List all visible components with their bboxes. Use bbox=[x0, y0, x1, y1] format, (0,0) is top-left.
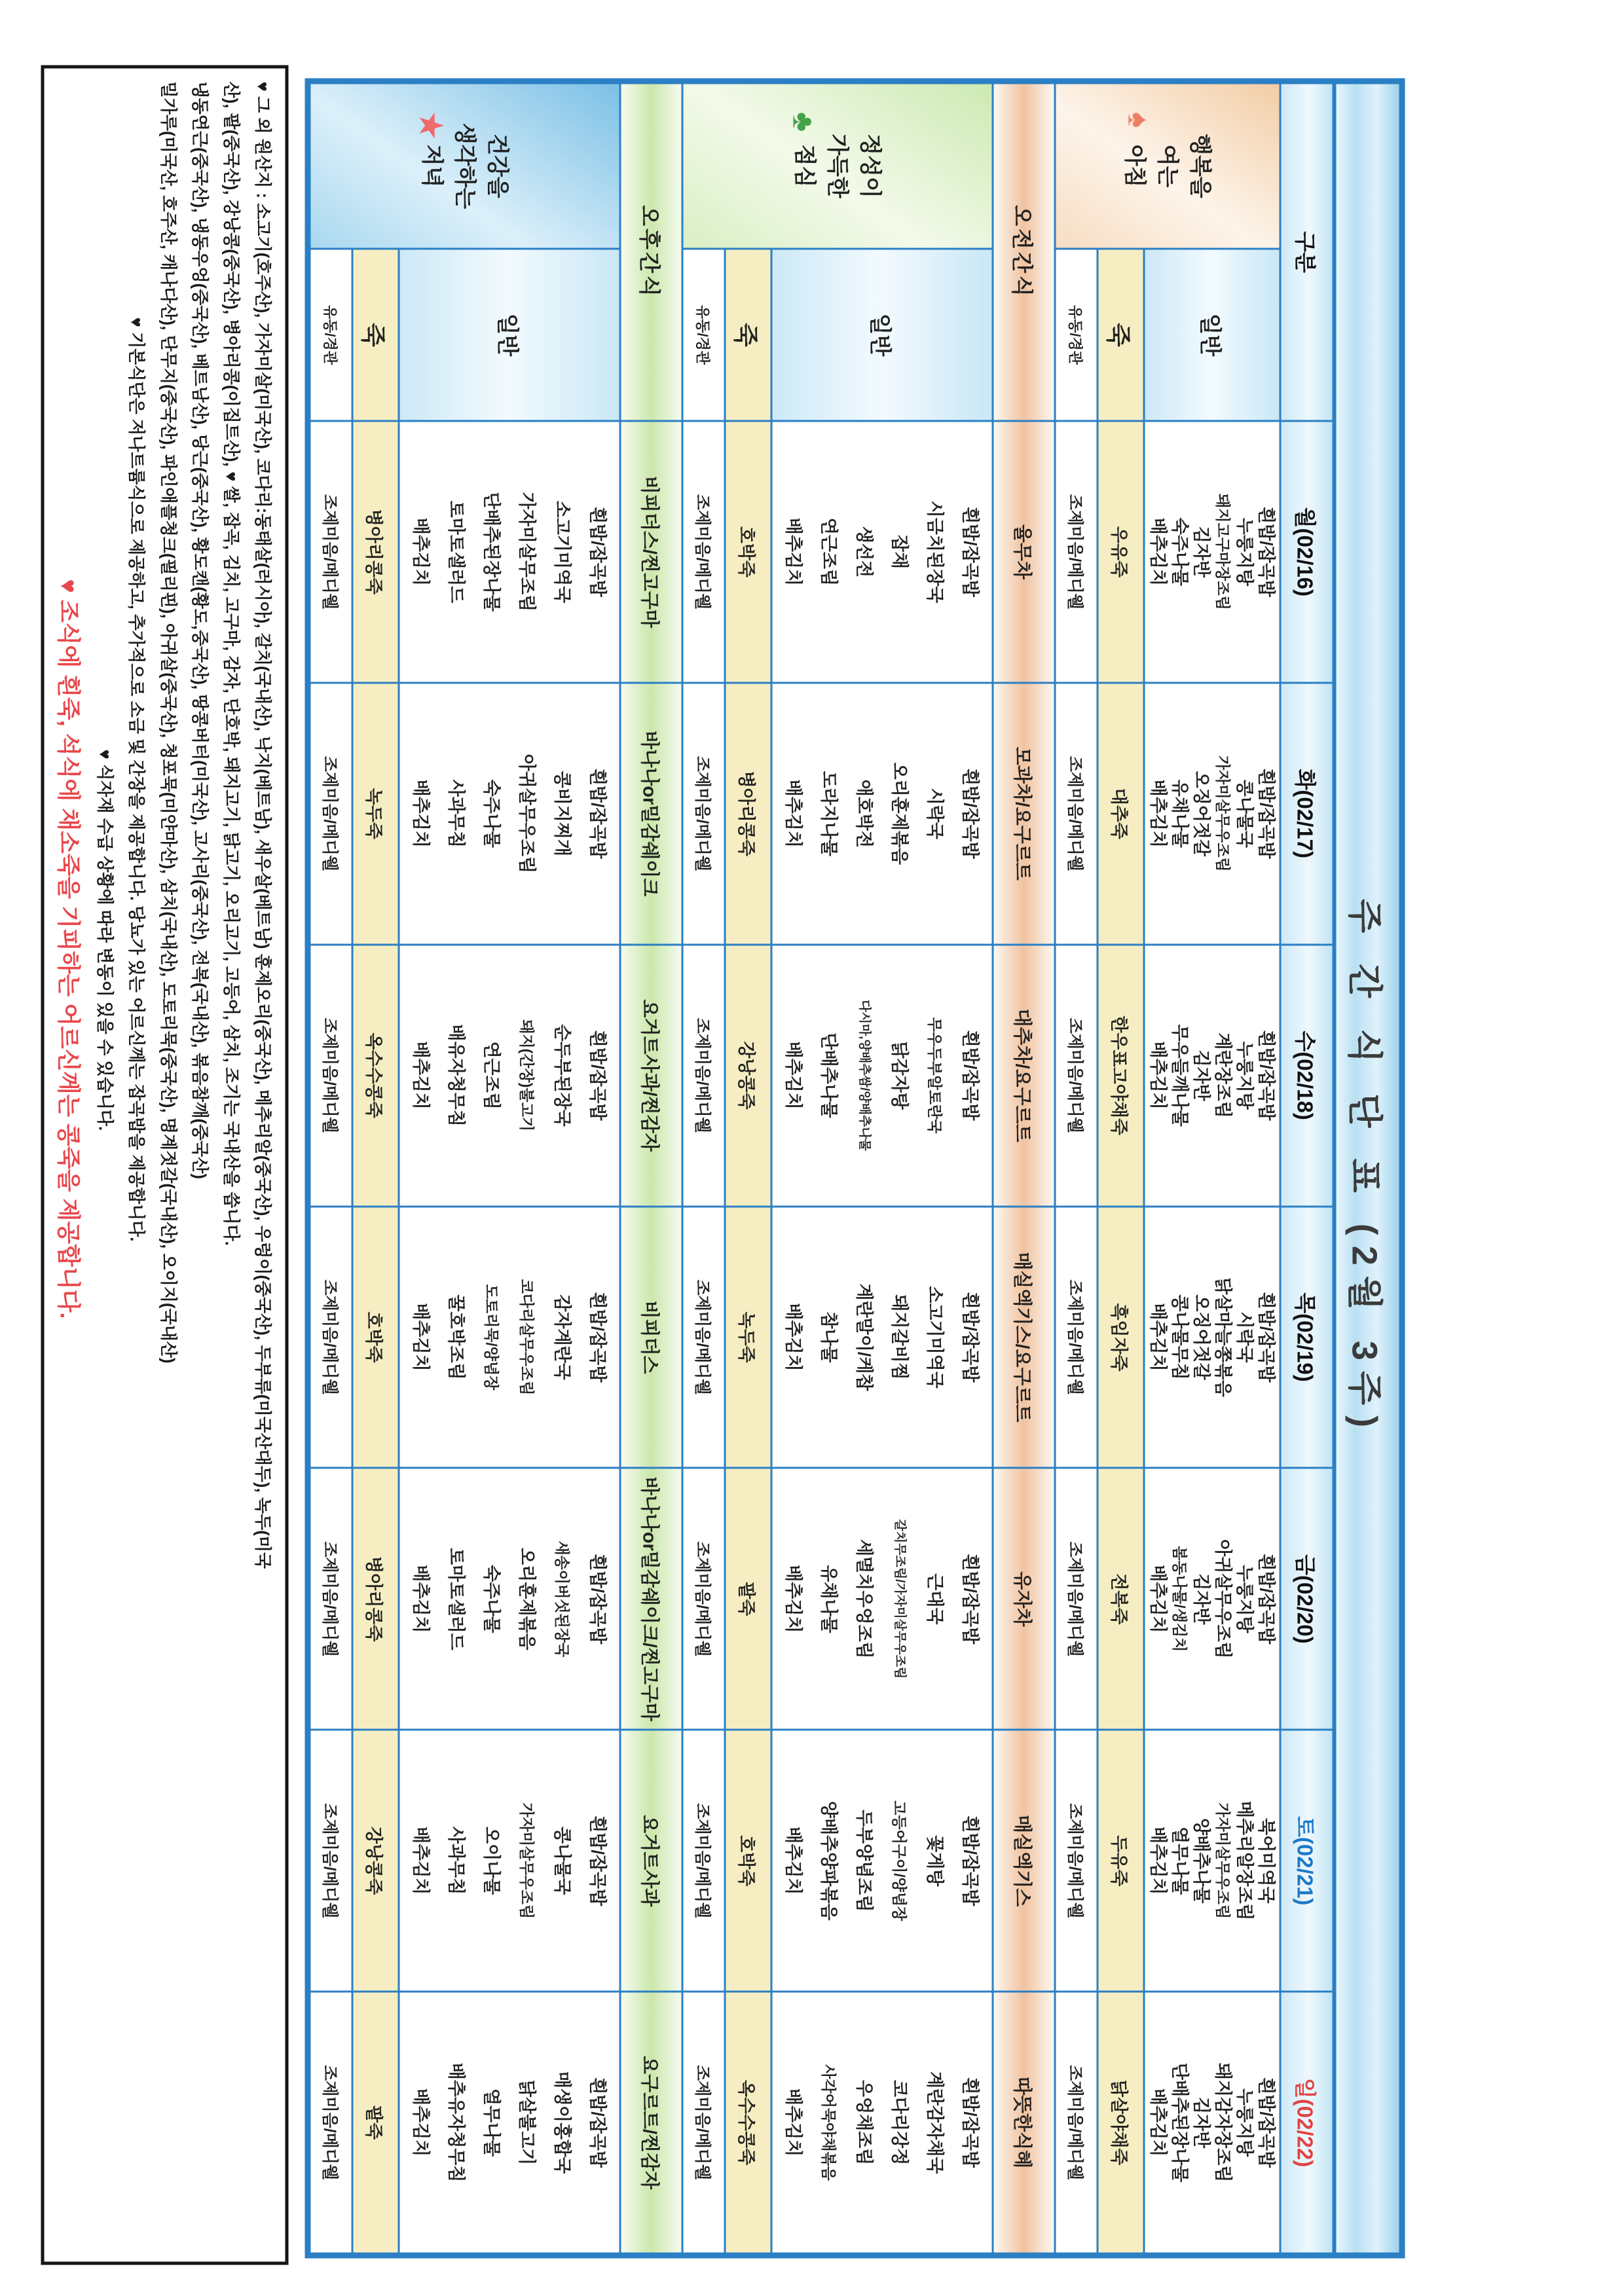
row-label-dinner bbox=[311, 84, 619, 248]
porridge-note-dinner-sun: 조제미음/메디웰 bbox=[311, 1993, 352, 2253]
porridge-note-breakfast-fri: 조제미음/메디웰 bbox=[1056, 1469, 1097, 1729]
menu-cell-breakfast-thu: 흰밥/잡곡밥 시락국 닭살마늘쫑볶음 오징어젓갈 콩나물무침 배추김치 bbox=[1145, 1207, 1280, 1467]
menu-table bbox=[305, 79, 1405, 2259]
porridge-dinner-fri: 병아리콩죽 bbox=[354, 1469, 398, 1729]
porridge-note-breakfast-wed: 조제미음/메디웰 bbox=[1056, 945, 1097, 1205]
row-label-dinner-text: 건강을 생각하는 저녁 bbox=[420, 122, 510, 210]
menu-cell-breakfast-sat: 북어미역국 메추리알장조림 가자미살무우조림 양배추나물 열무나물 배추김치 bbox=[1145, 1731, 1280, 1991]
porridge-note-lunch-fri: 조제미음/메디웰 bbox=[684, 1469, 724, 1729]
row-label-lunch-text: 정성이 가득한 점심 bbox=[792, 134, 883, 198]
header-day-wed: 수(02/18) bbox=[1282, 945, 1333, 1205]
porridge-dinner-sun: 팥죽 bbox=[354, 1993, 398, 2253]
sublabel-dinner-tube: 유동/경관 bbox=[311, 250, 352, 420]
note-line: 산), 팥(중국산), 강낭콩(중국산), 병아리콩(이집트산), ♥ 쌀, 잡곡, 김치, 고구마, 감자, 단호박, 돼지고기, 닭고기, 오리고기, 고등어, 삼치, 조기는 국내산을 씁니다. bbox=[221, 81, 242, 1246]
porridge-lunch-mon: 호박죽 bbox=[726, 422, 771, 682]
menu-cell-dinner-sun: 흰밥/잡곡밥 매생이홍합국 닭살불고기 열무나물 배추유자청무침 배추김치 bbox=[400, 1993, 619, 2253]
pm-snack-sun: 요구르트/찐감자 bbox=[621, 1993, 682, 2253]
porridge-note-breakfast-thu: 조제미음/메디웰 bbox=[1056, 1207, 1097, 1467]
row-label-lunch bbox=[684, 84, 992, 248]
pm-snack-thu: 비피더스 bbox=[621, 1207, 682, 1467]
menu-cell-dinner-wed: 흰밥/잡곡밥 순두부된장국 돼지(간장)불고기 연근조림 배유자청무침 배추김치 bbox=[400, 945, 619, 1205]
porridge-breakfast-wed: 한우표고야채죽 bbox=[1099, 945, 1143, 1205]
porridge-breakfast-mon: 우유죽 bbox=[1099, 422, 1143, 682]
porridge-lunch-fri: 팥죽 bbox=[726, 1469, 771, 1729]
menu-cell-dinner-thu: 흰밥/잡곡밥 감자계란국 코다리살무우조림 도토리묵/양념장 꿀호박조림 배추김치 bbox=[400, 1207, 619, 1467]
menu-cell-breakfast-mon: 흰밥/잡곡밥 누룽지탕 돼지고구마장조림 김자반 숙주나물 배추김치 bbox=[1145, 422, 1280, 682]
porridge-breakfast-tue: 대추죽 bbox=[1099, 683, 1143, 943]
pm-snack-mon: 비피더스/찐고구마 bbox=[621, 422, 682, 682]
porridge-note-breakfast-sun: 조제미음/메디웰 bbox=[1056, 1993, 1097, 2253]
title-bar bbox=[1333, 84, 1399, 2253]
menu-cell-breakfast-sun: 흰밥/잡곡밥 누룽지탕 돼지감자장조림 김자반 단배추된장나물 배추김치 bbox=[1145, 1993, 1280, 2253]
porridge-lunch-thu: 녹두죽 bbox=[726, 1207, 771, 1467]
menu-cell-lunch-tue: 흰밥/잡곡밥 시락국 오리훈제볶음 애호박전 도라지나물 배추김치 bbox=[773, 683, 992, 943]
page-title: 주 간 식 단 표 (2월 3주) bbox=[1345, 898, 1384, 1438]
porridge-lunch-sun: 옥수수콩죽 bbox=[726, 1993, 771, 2253]
row-label-pm-snack: 오후간식 bbox=[621, 84, 682, 420]
pm-snack-sat: 요거트사과 bbox=[621, 1731, 682, 1991]
porridge-dinner-thu: 호박죽 bbox=[354, 1207, 398, 1467]
porridge-note-lunch-sat: 조제미음/메디웰 bbox=[684, 1731, 724, 1991]
header-corner: 구분 bbox=[1282, 84, 1333, 420]
porridge-note-dinner-sat: 조제미음/메디웰 bbox=[311, 1731, 352, 1991]
pm-snack-tue: 바나나or밀감쉐이크 bbox=[621, 683, 682, 943]
note-line: 밀가루(미국산, 호주산, 캐나다산), 단무지(중국산), 파인애플청크(필리핀), 아귀살(중국산), 청포묵(미얀마산), 삼치(국내산), 도토리묵(중국산), 명계젓갈(국내산), 오이지(국내산) bbox=[158, 81, 179, 1364]
porridge-note-breakfast-sat: 조제미음/메디웰 bbox=[1056, 1731, 1097, 1991]
menu-cell-lunch-wed: 흰밥/잡곡밥 무우두부알토란국 닭감자탕 다시마,양배추쌈/양배추나물 단배추나물 배추김치 bbox=[773, 945, 992, 1205]
porridge-note-lunch-mon: 조제미음/메디웰 bbox=[684, 422, 724, 682]
sublabel-dinner-general: 일반 bbox=[400, 250, 619, 420]
porridge-lunch-sat: 호박죽 bbox=[726, 1731, 771, 1991]
porridge-note-dinner-thu: 조제미음/메디웰 bbox=[311, 1207, 352, 1467]
menu-cell-breakfast-wed: 흰밥/잡곡밥 누룽지탕 계란장조림 김자반 무우들깨나물 배추김치 bbox=[1145, 945, 1280, 1205]
sublabel-lunch-tube: 유동/경관 bbox=[684, 250, 724, 420]
landscape-sheet bbox=[1, 0, 1624, 2296]
porridge-dinner-sat: 강낭콩죽 bbox=[354, 1731, 398, 1991]
spade-icon: ♠ bbox=[1122, 112, 1156, 128]
sublabel-breakfast-general: 일반 bbox=[1145, 250, 1280, 420]
porridge-lunch-tue: 병아리콩죽 bbox=[726, 683, 771, 943]
porridge-note-dinner-wed: 조제미음/메디웰 bbox=[311, 945, 352, 1205]
porridge-dinner-tue: 녹두죽 bbox=[354, 683, 398, 943]
sublabel-lunch-porridge: 죽 bbox=[726, 250, 771, 420]
porridge-breakfast-sat: 두유죽 bbox=[1099, 1731, 1143, 1991]
porridge-note-lunch-sun: 조제미음/메디웰 bbox=[684, 1993, 724, 2253]
menu-cell-lunch-sun: 흰밥/잡곡밥 계란감자채국 코다리강정 우엉채조림 사각어묵야채볶음 배추김치 bbox=[773, 1993, 992, 2253]
menu-cell-dinner-tue: 흰밥/잡곡밥 콩비지찌개 아귀살무우조림 숙주나물 사과무침 배추김치 bbox=[400, 683, 619, 943]
am-snack-thu: 매실엑기스/요구르트 bbox=[994, 1207, 1054, 1467]
menu-cell-dinner-mon: 흰밥/잡곡밥 소고기미역국 가자미살무조림 단배추된장나물 토마토샐러드 배추김치 bbox=[400, 422, 619, 682]
row-label-breakfast bbox=[1056, 84, 1280, 248]
sublabel-dinner-porridge: 죽 bbox=[354, 250, 398, 420]
header-day-tue: 화(02/17) bbox=[1282, 683, 1333, 943]
menu-grid bbox=[311, 84, 1333, 2253]
note-line-sodium: ♥ 기본식단은 저나트륨식으로 제공하고, 추가적으로 소금 및 간장을 제공합니다. 당뇨가 있는 어르신께는 잡곡밥을 제공합니다. bbox=[126, 317, 147, 1242]
row-label-am-snack: 오전간식 bbox=[994, 84, 1054, 420]
am-snack-fri: 유자차 bbox=[994, 1469, 1054, 1729]
am-snack-mon: 율무차 bbox=[994, 422, 1054, 682]
note-line: 냉동연근(중국산), 냉동우엉(중국산), 베트남산), 당근(중국산), 황도캔(황도,중국산), 땅콩버터(미국산), 고사리(중국산), 전복(국내산), 볶음참깨(중국산) bbox=[190, 81, 210, 1179]
menu-cell-breakfast-tue: 흰밥/잡곡밥 콩나물국 가자미살무우조림 오징어젓갈 유채나물 배추김치 bbox=[1145, 683, 1280, 943]
am-snack-tue: 모과차/요구르트 bbox=[994, 683, 1054, 943]
porridge-breakfast-fri: 전복죽 bbox=[1099, 1469, 1143, 1729]
pm-snack-wed: 요거트사과/찐감자 bbox=[621, 945, 682, 1205]
porridge-breakfast-thu: 흑임자죽 bbox=[1099, 1207, 1143, 1467]
menu-cell-lunch-sat: 흰밥/잡곡밥 꽃게탕 고등어구이/양념장 두부양념조림 양배추양파볶음 배추김치 bbox=[773, 1731, 992, 1991]
porridge-note-dinner-mon: 조제미음/메디웰 bbox=[311, 422, 352, 682]
note-line: ♥ 그 외 원산지 : 소고기(호주산), 가자미살(미국산), 코다리:동태살(러시아), 갈치(국내산), 낙지(베트남), 새우살(베트남) 훈제오리(중국산), 메추리알(중국산), 우렁이(중국산), 두부류(미국산대두), 녹두(미국 bbox=[253, 81, 273, 1569]
am-snack-sat: 매실엑기스 bbox=[994, 1731, 1054, 1991]
porridge-dinner-mon: 병아리콩죽 bbox=[354, 422, 398, 682]
row-label-breakfast-text: 행복을 여는 아침 bbox=[1122, 134, 1213, 198]
porridge-note-lunch-tue: 조제미음/메디웰 bbox=[684, 683, 724, 943]
header-day-sat: 토(02/21) bbox=[1282, 1731, 1333, 1991]
porridge-note-lunch-thu: 조제미음/메디웰 bbox=[684, 1207, 724, 1467]
porridge-note-breakfast-mon: 조제미음/메디웰 bbox=[1056, 422, 1097, 682]
menu-cell-lunch-thu: 흰밥/잡곡밥 소고기미역국 돼지갈비찜 계란말이/케찹 참나물 배추김치 bbox=[773, 1207, 992, 1467]
header-day-thu: 목(02/19) bbox=[1282, 1207, 1333, 1467]
note-line-porridge-red: ♥ 조식에 흰죽, 석식에 채소죽을 기피하는 어르신께는 콩죽을 제공합니다. bbox=[55, 579, 83, 1319]
am-snack-sun: 따뜻한식혜 bbox=[994, 1993, 1054, 2253]
porridge-note-dinner-tue: 조제미음/메디웰 bbox=[311, 683, 352, 943]
note-line-supply: ♥ 식자재 수급 상황에 따라 변동이 있을 수 있습니다. bbox=[95, 749, 115, 1131]
porridge-note-breakfast-tue: 조제미음/메디웰 bbox=[1056, 683, 1097, 943]
porridge-breakfast-sun: 닭살야채죽 bbox=[1099, 1993, 1143, 2253]
sublabel-breakfast-porridge: 죽 bbox=[1099, 250, 1143, 420]
header-day-mon: 월(02/16) bbox=[1282, 422, 1333, 682]
porridge-note-dinner-fri: 조제미음/메디웰 bbox=[311, 1469, 352, 1729]
menu-cell-lunch-mon: 흰밥/잡곡밥 시금치된장국 잡채 생선전 연근조림 배추김치 bbox=[773, 422, 992, 682]
club-icon: ♣ bbox=[786, 112, 821, 132]
sublabel-breakfast-tube: 유동/경관 bbox=[1056, 250, 1097, 420]
menu-cell-lunch-fri: 흰밥/잡곡밥 근대국 갈치무조림/가자미살무우조림 세멸치우엉조림 유채나물 배추김치 bbox=[773, 1469, 992, 1729]
porridge-lunch-wed: 강낭콩죽 bbox=[726, 945, 771, 1205]
origin-notes-box bbox=[41, 65, 289, 2265]
star-icon: ★ bbox=[414, 112, 449, 139]
porridge-note-lunch-wed: 조제미음/메디웰 bbox=[684, 945, 724, 1205]
menu-cell-dinner-sat: 흰밥/잡곡밥 콩나물국 가자미살무우조림 오이나물 사과무침 배추김치 bbox=[400, 1731, 619, 1991]
porridge-dinner-wed: 옥수수콩죽 bbox=[354, 945, 398, 1205]
menu-cell-breakfast-fri: 흰밥/잡곡밥 누룽지탕 아귀살무우조림 김자반 봄동나물/생김치 배추김치 bbox=[1145, 1469, 1280, 1729]
am-snack-wed: 대추차/요구르트 bbox=[994, 945, 1054, 1205]
sublabel-lunch-general: 일반 bbox=[773, 250, 992, 420]
menu-cell-dinner-fri: 흰밥/잡곡밥 새송이버섯된장국 오리훈제볶음 숙주나물 토마토샐러드 배추김치 bbox=[400, 1469, 619, 1729]
pm-snack-fri: 바나나or밀감쉐이크/찐고구마 bbox=[621, 1469, 682, 1729]
header-day-sun: 일(02/22) bbox=[1282, 1993, 1333, 2253]
header-day-fri: 금(02/20) bbox=[1282, 1469, 1333, 1729]
